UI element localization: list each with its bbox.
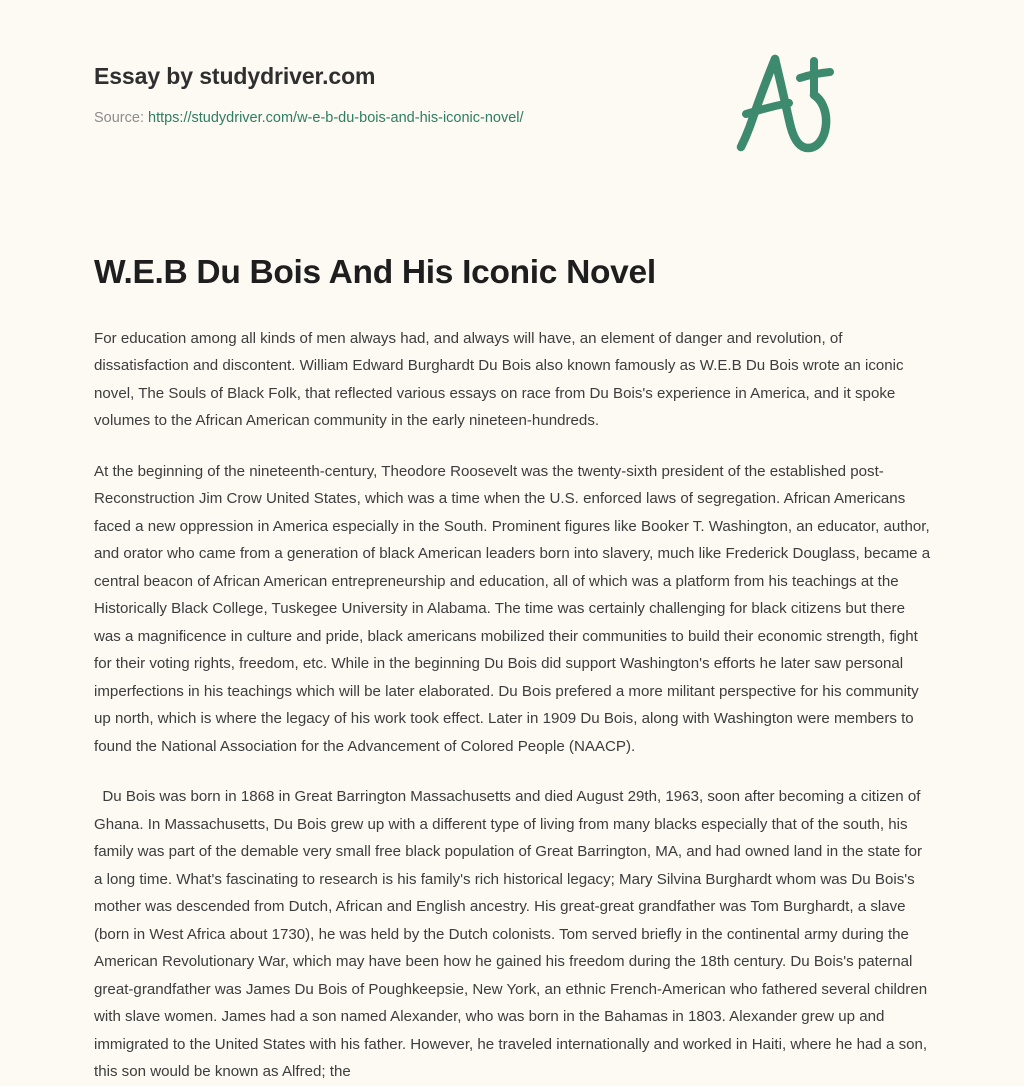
source-line (94, 110, 930, 127)
document-header (94, 0, 930, 160)
essay-paragraph: For education among all kinds of men always had, and always will have, an element of danger and revolution, of dissatisfaction and discontent. William Edward Burghardt Du Bois also known famously as W.E.B Du Bois wrote an iconic novel, The Souls of Black Folk, that reflected various essays on race from Du Bois's experience in America, and it spoke volumes to the African American community in the early nineteen-hundreds. (94, 329, 908, 430)
page-title: W.E.B Du Bois And His Iconic Novel (94, 254, 656, 291)
source-label: Source: (94, 109, 148, 126)
essay-attribution: Essay by studydriver.com (94, 63, 376, 89)
essay-paragraph: At the beginning of the nineteenth-century, Theodore Roosevelt was the twenty-sixth president of the established post-Reconstruction Jim Crow United States, which was a time when the U.S. enforced laws of segregation. African Americans faced a new oppression in America especially in the South. Prominent figures like Booker T. Washington, an educator, author, and orator who came from a generation of black American leaders born into slavery, much like Frederick Douglass, became a central beacon of African American entrepreneurship and education, all of which was a platform from his teachings at the Historically Black College, Tuskegee University in Alabama. The time was certainly challenging for black citizens but there was a magnificence in culture and pride, black americans mobilized their communities to build their economic strength, fight for their voting rights, freedom, etc. While in the beginning Du Bois did support Washington's efforts he later saw personal imperfections in his teachings which will be later elaborated. Du Bois prefered a more militant perspective for his community up north, which is where the legacy of his work took effect. Later in 1909 Du Bois, along with Washington were members to found the National Association for the Advancement of Colored People (NAACP). (94, 462, 935, 755)
source-url-link[interactable]: https://studydriver.com/w-e-b-du-bois-and-his-iconic-novel/ (148, 109, 524, 126)
essay-body (94, 325, 934, 1086)
essay-paragraph: Du Bois was born in 1868 in Great Barrington Massachusetts and died August 29th, 1963, soon after becoming a citizen of Ghana. In Massachusetts, Du Bois grew up with a different type of living from many blacks especially that of the south, his family was part of the demable very small free black population of Great Barrington, MA, and had owned land in the state for a long time. What's fascinating to research is his family's rich historical legacy; Mary Silvina Burghardt whom was Du Bois's mother was descended from Dutch, African and English ancestry. His great-great grandfather was Tom Burghardt, a slave (born in West Africa about 1730), he was held by the Dutch colonists. Tom served briefly in the continental army during the American Revolutionary War, which may have been how he gained his freedom during the 18th century. Du Bois's paternal great-grandfather was James Du Bois of Poughkeepsie, New York, an ethnic French-American who fathered several children with slave women. James had a son named Alexander, who was born in the Bahamas in 1803. Alexander grew up and immigrated to the United States with his father. However, he traveled internationally and worked in Haiti, where he had a son, this son would be known as Alfred; the (94, 788, 932, 1081)
